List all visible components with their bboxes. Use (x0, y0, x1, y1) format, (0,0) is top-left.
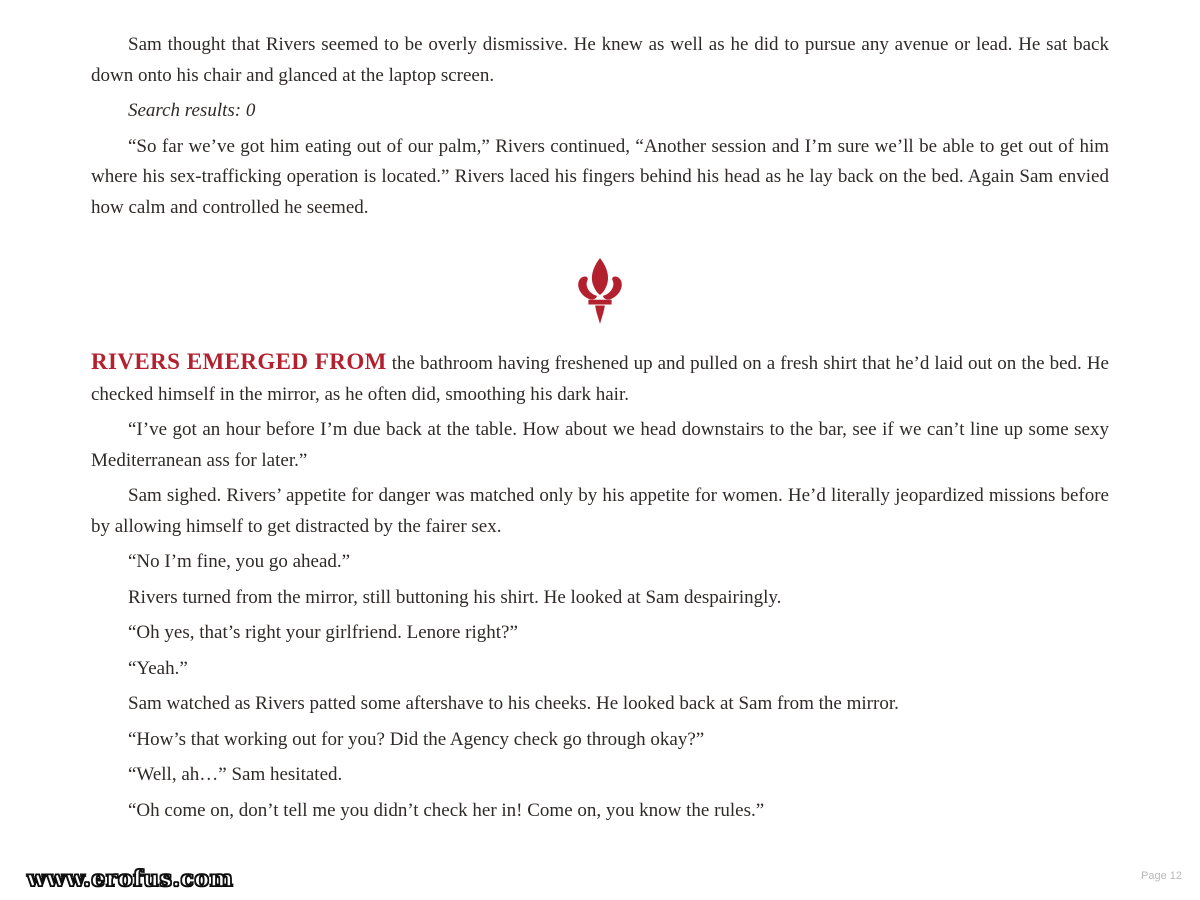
paragraph: Rivers turned from the mirror, still buttoning his shirt. He looked at Sam despairingly. (128, 586, 782, 608)
paragraph: “Yeah.” (128, 657, 188, 679)
paragraph: Sam watched as Rivers patted some aftershave to his cheeks. He looked back at Sam from the mirror. (128, 693, 899, 714)
section-opening-paragraph (91, 347, 1109, 410)
paragraph: “How’s that working out for you? Did the Agency check go through okay?” (128, 728, 705, 750)
paragraph: “I’ve got an hour before I’m due back at the table. How about we head downstairs to the bar, see if we can’t line up some sexy Mediterranean ass for later.” (91, 419, 1109, 471)
paragraph: Sam thought that Rivers seemed to be overly dismissive. He knew as well as he did to pursue any avenue or lead. He sat back down onto his chair and glanced at the laptop screen. (91, 34, 1109, 86)
paragraph: Sam sighed. Rivers’ appetite for danger was matched only by his appetite for women. He’d literally jeopardized missions before by allowing himself to get distracted by the fairer sex. (91, 485, 1109, 537)
paragraph: “Oh come on, don’t tell me you didn’t check her in! Come on, you know the rules.” (128, 799, 765, 821)
paragraph: “No I’m fine, you go ahead.” (128, 551, 351, 572)
paragraph: “Well, ah…” Sam hesitated. (128, 764, 343, 785)
fleur-de-lis-icon (571, 256, 629, 326)
section-lead-caps: RIVERS EMERGED FROM (91, 349, 387, 374)
paragraph: “So far we’ve got him eating out of our palm,” Rivers continued, “Another session and I’m sure we’ll be able to get out of him where his sex-trafficking operation is located.” Rivers laced his fingers behind his head as he lay back on the bed. Again Sam envied how calm and controlled he seemed. (91, 135, 1109, 218)
section-divider (91, 249, 1109, 333)
paragraph: “Oh yes, that’s right your girlfriend. Lenore right?” (128, 622, 518, 643)
document-page (91, 30, 1109, 831)
watermark-logo: www.erofus.com (27, 866, 234, 892)
search-results-line: Search results: 0 (128, 100, 256, 121)
page-number: Page 12 (1141, 870, 1182, 882)
section-opening-text: the bathroom having freshened up and pulled on a fresh shirt that he’d laid out on the bed. He checked himself in the mirror, as he often did, smoothing his dark hair. (91, 353, 1109, 405)
